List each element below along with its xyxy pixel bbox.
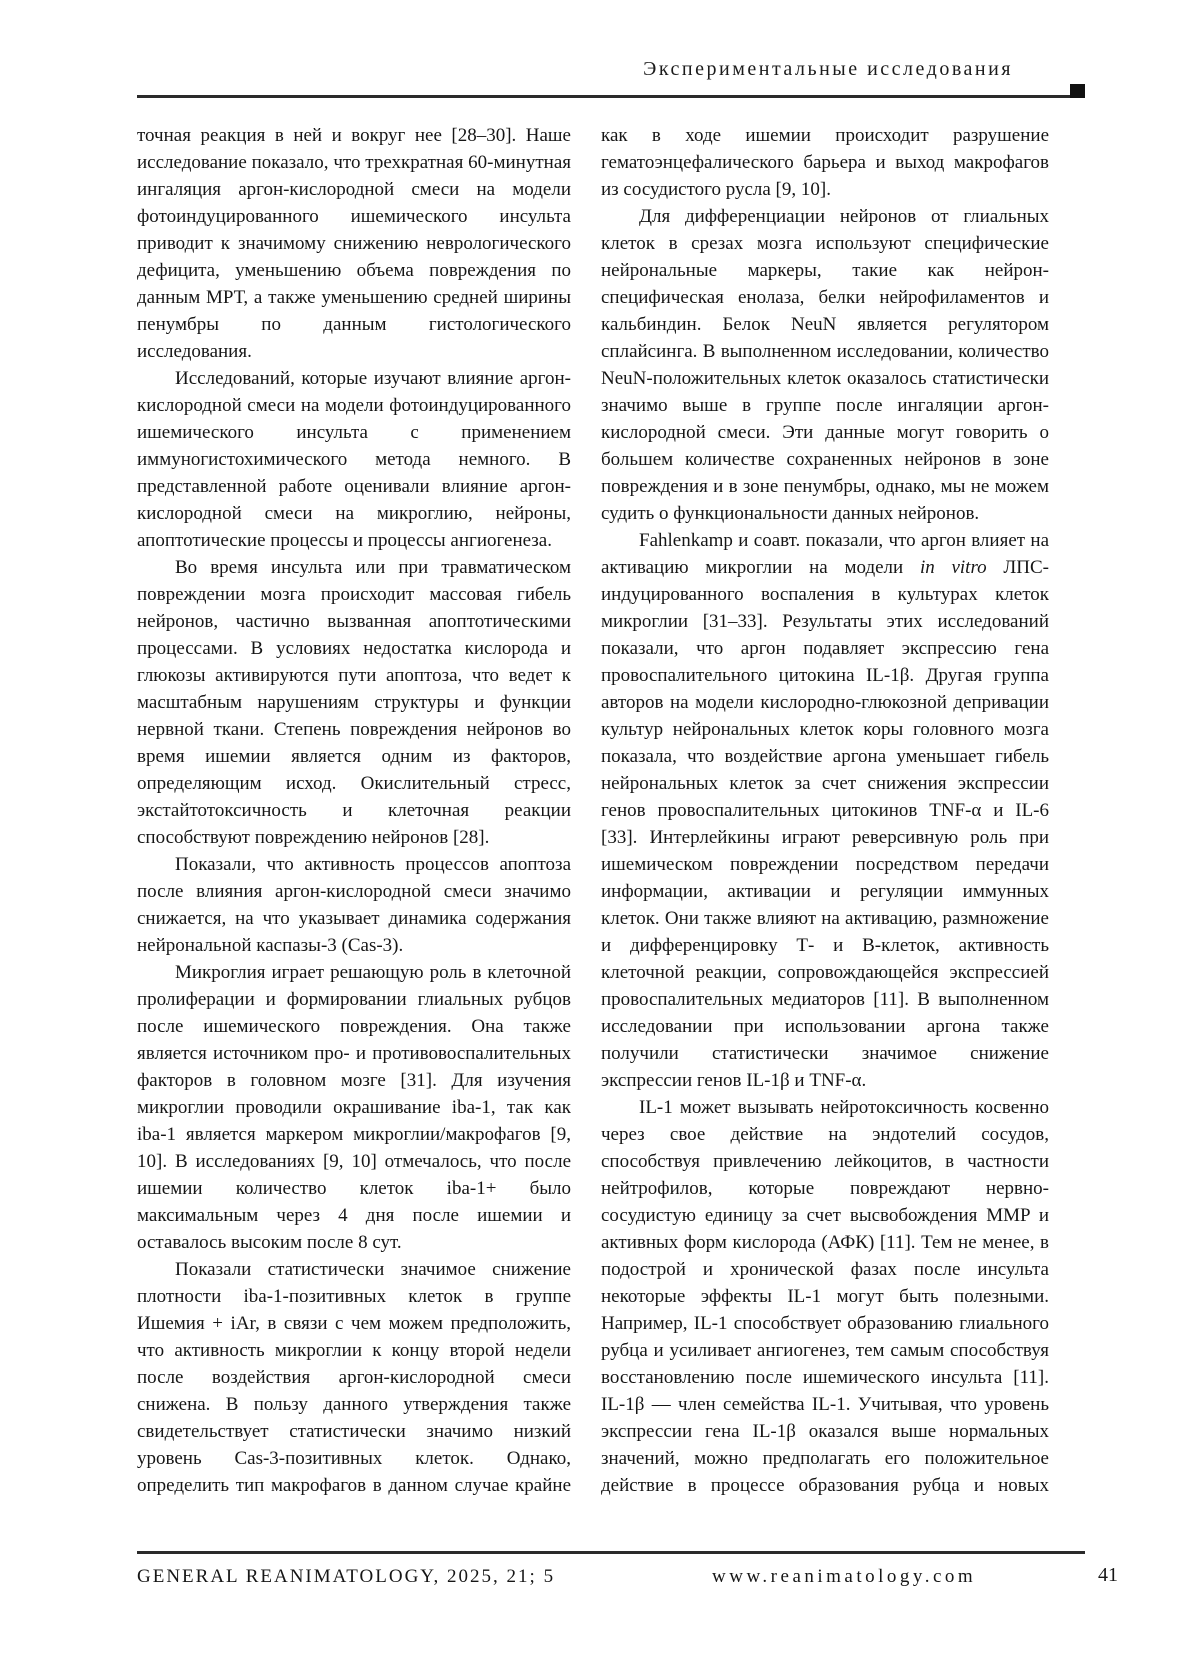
paragraph [601, 1094, 1049, 1502]
text-column-left [137, 122, 571, 1502]
text-run: IL-1 может вызывать нейротоксичность косвенно через свое действие на эндотелий сосудов, способствуя привлечению лейкоцитов, в частности нейтрофилов, которые повреждают нервно-сосудистую единицу за счет высвобождения MMP и активных форм кислорода (АФК) [11]. Тем не менее, в подострой и хронической фазах после инсульта некоторые эффекты IL-1 могут быть полезными. Например, IL-1 способствует образованию глиального рубца и усиливает ангиогенез, тем самым способствуя восстановлению после ишемического инсульта [11]. IL-1β — член семейства IL-1. Учитывая, что уровень экспрессии гена IL-1β оказался выше нормальных значений, можно предполагать его положительное действие в процессе образования рубца и новых [601, 1097, 1049, 1496]
text-run: Исследований, которые изучают влияние аргон-кислородной смеси на модели фотоиндуцированного ишемического инсульта с применением иммуногистохимического метода немного. В представленной работе оценивали влияние аргон-кислородной смеси на микроглию, нейроны, апоптотические процессы и процессы ангиогенеза. [137, 368, 571, 551]
paragraph [137, 851, 571, 959]
text-run: Для дифференциации нейронов от глиальных клеток в срезах мозга используют специфические нейрональные маркеры, такие как нейрон-специфическая енолаза, белки нейрофиламентов и кальбиндин. Белок NeuN является регулятором сплайсинга. В выполненном исследовании, количество NeuN-положительных клеток оказалось статистически значимо выше в группе после ингаляции аргон-кислородной смеси. Эти данные могут говорить о большем количестве сохраненных нейронов в зоне повреждения и в зоне пенумбры, однако, мы не можем судить о функциональности данных нейронов. [601, 206, 1049, 524]
footer-website-link[interactable]: www.reanimatology.com [712, 1566, 977, 1587]
paragraph [601, 527, 1049, 1094]
paragraph [601, 122, 1049, 203]
text-run: как в ходе ишемии происходит разрушение гематоэнцефалического барьера и выход макрофагов из сосудистого русла [9, 10]. [601, 125, 1049, 200]
text-run: точная реакция в ней и вокруг нее [28–30]. Наше исследование показало, что трехкратная 60-минутная ингаляция аргон-кислородной смеси на модели фотоиндуцированного ишемического инсульта приводит к значимому снижению неврологического дефицита, уменьшению объема повреждения по данным МРТ, а также уменьшению средней ширины пенумбры по данным гистологического исследования. [137, 125, 571, 362]
page-number: 41 [1098, 1564, 1118, 1586]
section-header: Экспериментальные исследования [643, 58, 1013, 80]
footer-journal-title: GENERAL REANIMATOLOGY, 2025, 21; 5 [137, 1566, 556, 1587]
footer-rule [137, 1551, 1085, 1554]
paragraph [137, 122, 571, 365]
section-marker-square [1070, 84, 1085, 98]
text-run: Микроглия играет решающую роль в клеточной пролиферации и формировании глиальных рубцов после ишемического повреждения. Она также является источником про- и противовоспалительных факторов в головном мозге [31]. Для изучения микроглии проводили окрашивание iba-1, так как iba-1 является маркером микроглии/макрофагов [9, 10]. В исследованиях [9, 10] отмечалось, что после ишемии количество клеток iba-1+ было максимальным через 4 дня после ишемии и оставалось высоким после 8 сут. [137, 962, 571, 1253]
text-run: Fahlenkamp и соавт. показали, что аргон влияет на активацию микроглии на модели [601, 530, 1049, 578]
text-run: Показали статистически значимое снижение плотности iba-1-позитивных клеток в группе Ишемия + iAr, в связи с чем можем предположить, что активность микроглии к концу второй недели после воздействия аргон-кислородной смеси снижена. В пользу данного утверждения также свидетельствует статистически значимо низкий уровень Cas-3-позитивных клеток. Однако, определить тип макрофагов в данном случае крайне [137, 1259, 571, 1496]
text-run: Показали, что активность процессов апоптоза после влияния аргон-кислородной смеси значимо снижается, на что указывает динамика содержания нейрональной каспазы-3 (Cas-3). [137, 854, 571, 956]
paragraph [601, 203, 1049, 527]
header-rule [137, 95, 1085, 98]
text-run: ЛПС-индуцированного воспаления в культурах клеток микроглии [31–33]. Результаты этих исследований показали, что аргон подавляет экспрессию гена провоспалительного цитокина IL-1β. Другая группа авторов на модели кислородно-глюкозной депривации культур нейрональных клеток коры головного мозга показала, что воздействие аргона уменьшает гибель нейрональных клеток за счет снижения экспрессии генов провоспалительных цитокинов TNF-α и IL-6 [33]. Интерлейкины играют реверсивную роль при ишемическом повреждении посредством передачи информации, активации и регуляции иммунных клеток. Они также влияют на активацию, размножение и дифференцировку Т- и В-клеток, активность клеточной реакции, сопровождающейся экспрессией провоспалительных медиаторов [11]. В выполненном исследовании при использовании аргона также получили статистически значимое снижение экспрессии генов IL-1β и TNF-α. [601, 557, 1049, 1091]
text-column-right [601, 122, 1049, 1502]
paragraph [137, 365, 571, 554]
italic-text: in vitro [919, 557, 987, 578]
paragraph [137, 959, 571, 1256]
paragraph [137, 554, 571, 851]
paragraph [137, 1256, 571, 1502]
text-run: Во время инсульта или при травматическом повреждении мозга происходит массовая гибель нейронов, частично вызванная апоптотическими процессами. В условиях недостатка кислорода и глюкозы активируются пути апоптоза, что ведет к масштабным нарушениям структуры и функции нервной ткани. Степень повреждения нейронов во время ишемии является одним из факторов, определяющим исход. Окислительный стресс, экстайтотоксичность и клеточная реакции способствуют повреждению нейронов [28]. [137, 557, 571, 848]
